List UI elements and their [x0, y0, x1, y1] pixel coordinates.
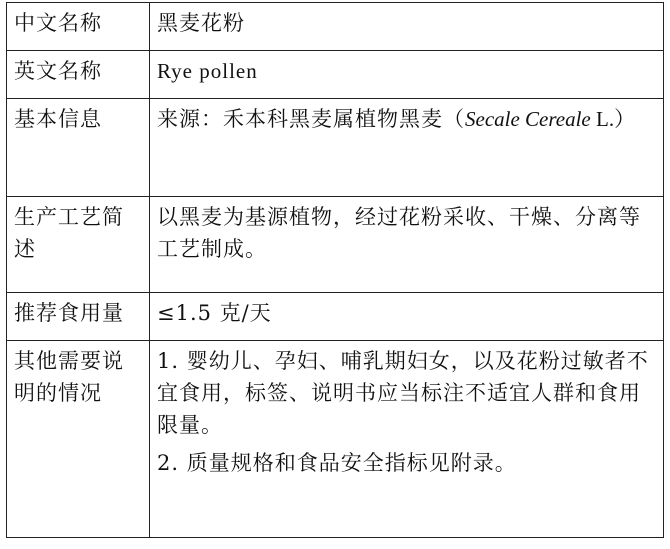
row-value: 以黑麦为基源植物，经过花粉采收、干燥、分离等工艺制成。 — [150, 197, 664, 293]
row-label: 中文名称 — [7, 3, 150, 51]
table-row — [7, 293, 664, 341]
row-label: 基本信息 — [7, 99, 150, 197]
row-value — [150, 99, 664, 197]
source-text: 来源：禾本科黑麦属植物黑麦（ — [157, 107, 465, 131]
table-row — [7, 99, 664, 197]
table-row — [7, 197, 664, 293]
latin-name: Secale Cereale — [465, 107, 591, 131]
row-label: 生产工艺简述 — [7, 197, 150, 293]
row-value — [150, 341, 664, 538]
note-item: 2. 质量规格和食品安全指标见附录。 — [157, 451, 517, 475]
row-value: 黑麦花粉 — [150, 3, 664, 51]
author-abbrev: L.） — [590, 107, 636, 131]
row-label: 其他需要说明的情况 — [7, 341, 150, 538]
info-table — [6, 2, 664, 538]
table-row — [7, 3, 664, 51]
row-value: Rye pollen — [150, 51, 664, 99]
row-label: 推荐食用量 — [7, 293, 150, 341]
row-label: 英文名称 — [7, 51, 150, 99]
table-row — [7, 51, 664, 99]
row-value: ≤1.5 克/天 — [150, 293, 664, 341]
note-item: 1. 婴幼儿、孕妇、哺乳期妇女，以及花粉过敏者不宜食用，标签、说明书应当标注不适宜人群和食用限量。 — [157, 349, 649, 437]
table-row — [7, 341, 664, 538]
